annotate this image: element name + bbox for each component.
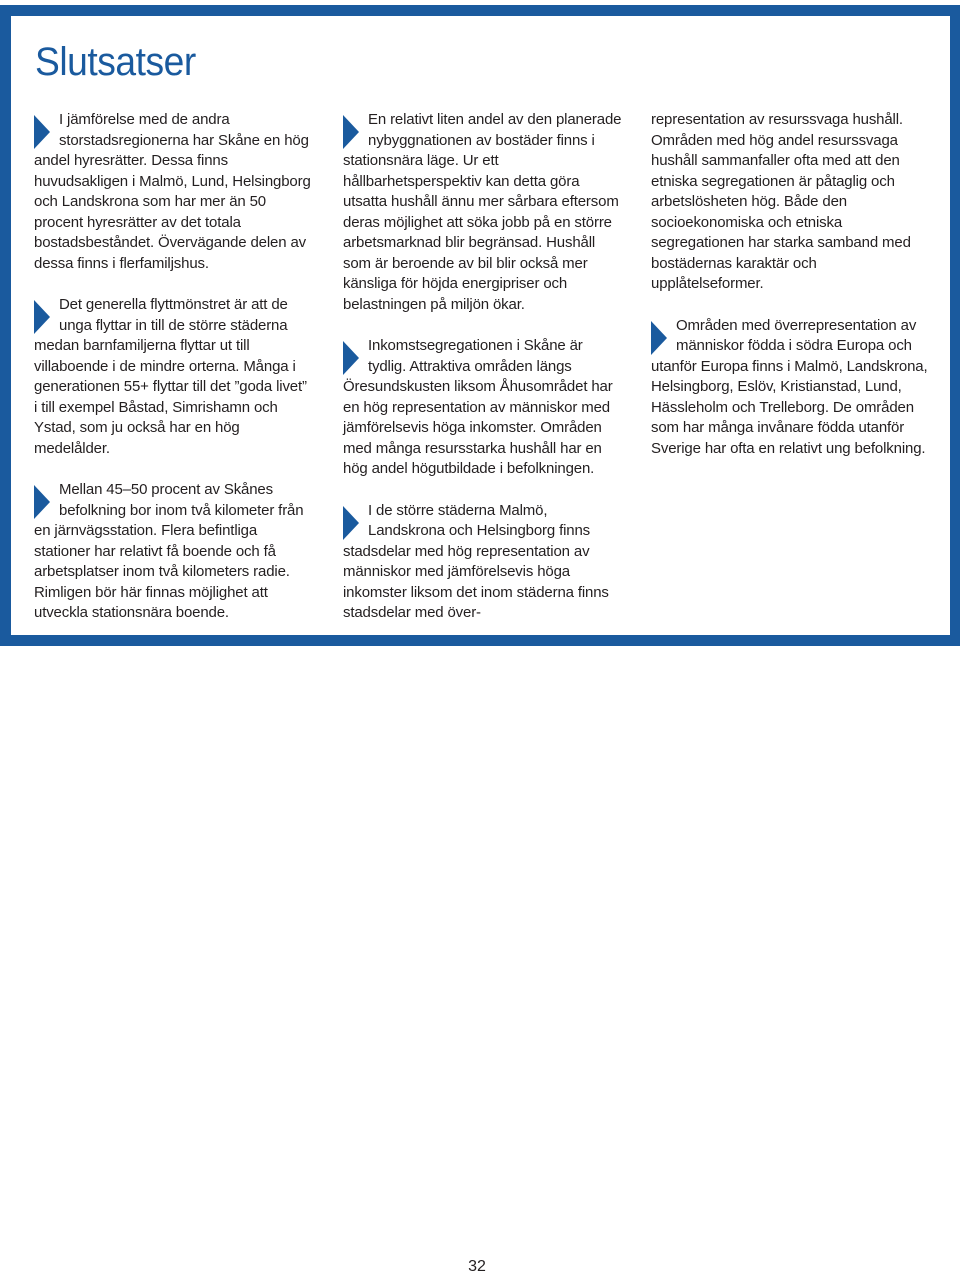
paragraph-text: I de större städerna Malmö, Landskrona och Helsingborg finns stadsdelar med hög representation av människor med jämförelsevis höga inkomster liksom det inom städerna finns stadsdelar med över-	[343, 501, 609, 621]
paragraph	[34, 480, 314, 624]
paragraph	[651, 316, 931, 460]
paragraph-text: Det generella flyttmönstret är att de unga flyttar in till de större städerna medan barnfamiljerna flyttar ut till villaboende i de mindre orterna. Många i generationen 55+ flyttar till det ”goda livet” i till exempel Båstad, Simrishamn och Ystad, som ju också har en hög medelålder.	[34, 296, 307, 457]
page-number: 32	[468, 1258, 486, 1275]
paragraph	[34, 295, 314, 459]
paragraph-text: En relativt liten andel av den planerade nybyggnationen av bostäder finns i stationsnära läge. Ur ett hållbarhetsperspektiv kan detta göra utsatta hushåll ännu mer sårbara eftersom deras möjlighet att söka jobb på en större arbetsmarknad blir begränsad. Hushåll som är beroende av bil blir också mer känsliga för höjda energipriser och belastningen på miljön ökar.	[343, 111, 622, 313]
paragraph	[343, 336, 623, 480]
paragraph-text: I jämförelse med de andra storstadsregionerna har Skåne en hög andel hyresrätter. Dessa finns huvudsakligen i Malmö, Lund, Helsingborg och Landskrona som har mer än 50 procent hyresrätter av det totala bostadsbeståndet. Övervägande delen av dessa finns i flerfamiljshus.	[34, 111, 311, 272]
bullet-arrow-icon	[34, 115, 50, 149]
bullet-arrow-icon	[343, 341, 359, 375]
bullet-arrow-icon	[343, 506, 359, 540]
text-column-1	[34, 110, 314, 645]
page-title: Slutsatser	[35, 40, 196, 84]
paragraph-text: Inkomstsegregationen i Skåne är tydlig. Attraktiva områden längs Öresundskusten liksom Åhusområdet har en hög representation av människor med jämförelsevis höga inkomster. Områden med många resursstarka hushåll har en hög andel högutbildade i befolkningen.	[343, 337, 613, 477]
text-column-3	[651, 110, 931, 480]
paragraph	[34, 110, 314, 274]
bullet-arrow-icon	[34, 300, 50, 334]
bullet-arrow-icon	[34, 485, 50, 519]
paragraph-text: representation av resurssvaga hushåll. Områden med hög andel resurssvaga hushåll sammanfaller ofta med att den etniska segregationen är påtaglig och arbetslösheten hög. Både den socioekonomiska och etniska segregationen har starka samband med bostädernas karaktär och upplåtelseformer.	[651, 111, 911, 292]
bullet-arrow-icon	[651, 321, 667, 355]
paragraph-text: Områden med överrepresentation av människor födda i södra Europa och utanför Europa finns i Malmö, Landskrona, Helsingborg, Eslöv, Kristianstad, Lund, Hässleholm och Trelleborg. De områden som har många invånare födda utanför Sverige har ofta en relativt ung befolkning.	[651, 316, 928, 457]
bullet-arrow-icon	[343, 115, 359, 149]
paragraph	[343, 501, 623, 624]
text-column-2	[343, 110, 623, 645]
paragraph-text: Mellan 45–50 procent av Skånes befolkning bor inom två kilometer från en järnvägsstation. Flera befintliga stationer har relativt få boende och få arbetsplatser inom två kilometers radie. Rimligen bör här finnas möjlighet att utveckla stationsnära boende.	[34, 481, 304, 621]
paragraph	[343, 110, 623, 315]
paragraph	[651, 110, 931, 295]
